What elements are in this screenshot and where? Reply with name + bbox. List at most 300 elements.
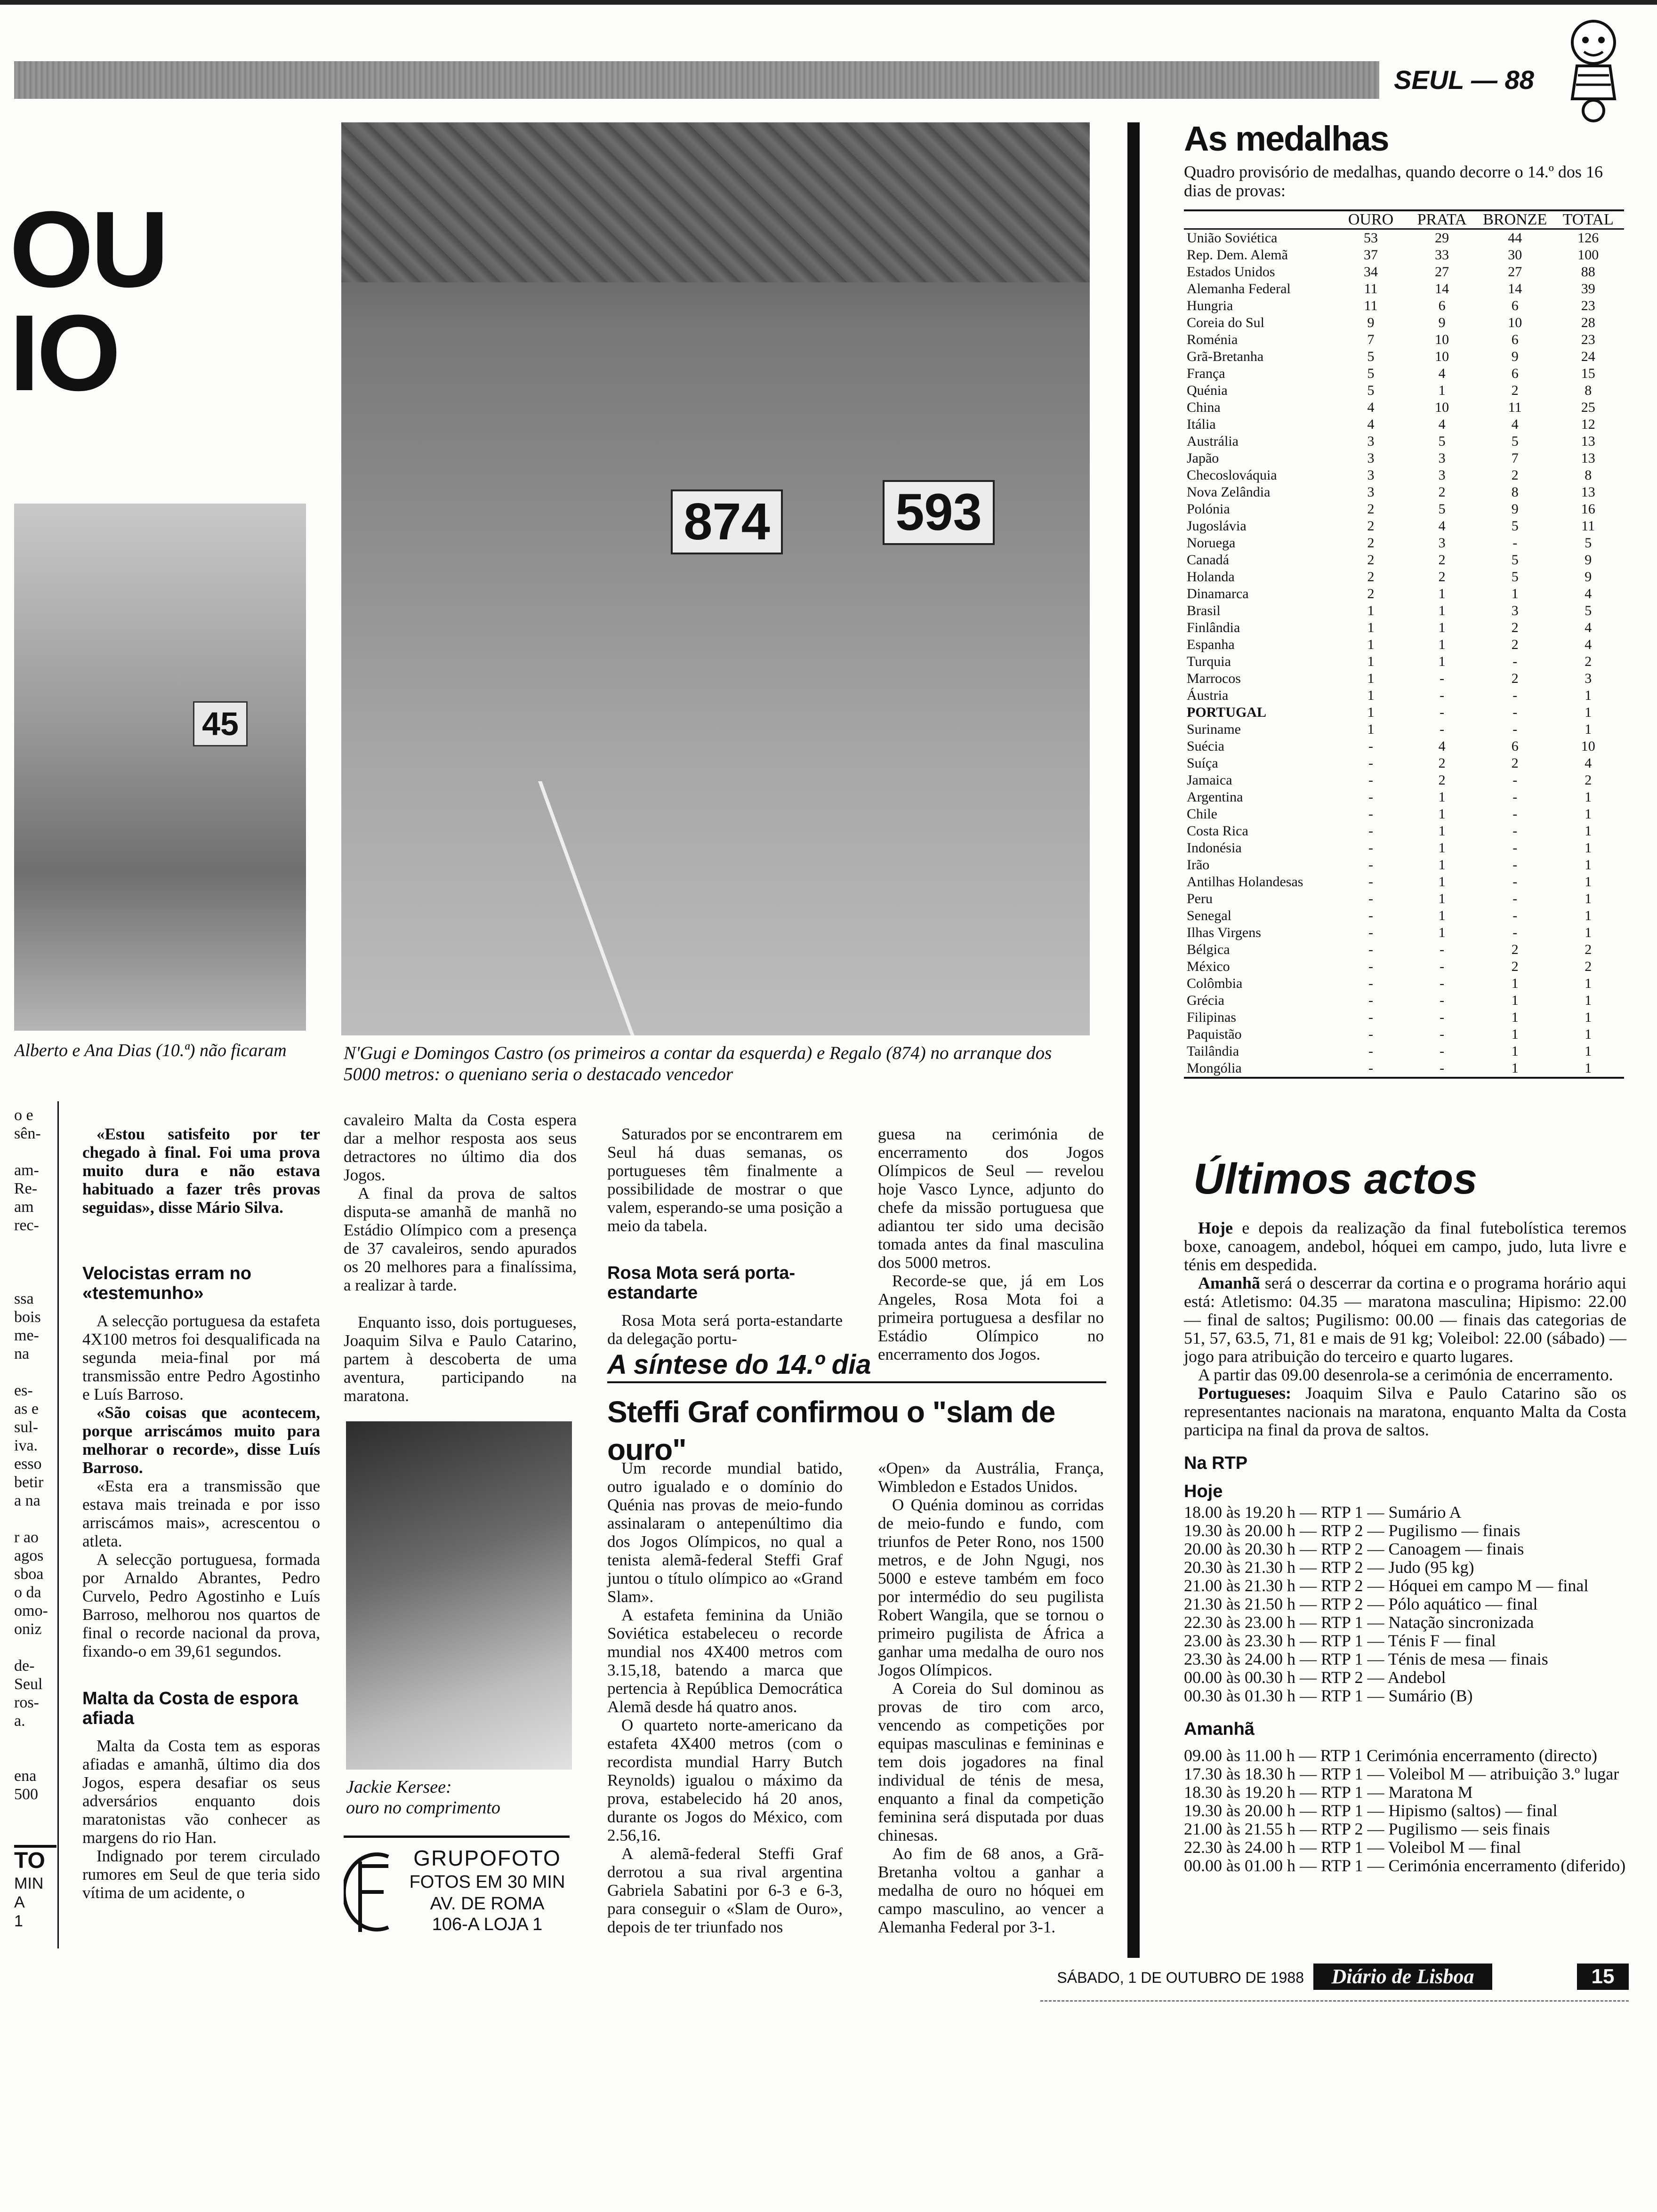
medal-count: 2: [1511, 942, 1519, 957]
medal-row: [1184, 958, 1624, 975]
paragraph: Ao fim de 68 anos, a Grã-Bretanha voltou a ganhar a medalha de ouro no hóquei em campo masculino, ao vencer a Alemanha Federal por 3-1.: [878, 1844, 1104, 1936]
schedule-item: 09.00 às 11.00 h — RTP 1 Cerimónia encerramento (directo): [1184, 1746, 1597, 1765]
medal-row: [1184, 229, 1624, 247]
medal-count: 1: [1511, 1026, 1519, 1042]
medal-count: 2: [1438, 552, 1446, 568]
medal-count: -: [1512, 908, 1518, 923]
medal-count: -: [1440, 721, 1445, 737]
medal-count: -: [1368, 738, 1374, 754]
medal-count: -: [1368, 959, 1374, 974]
medal-count: 44: [1508, 230, 1522, 246]
medal-count: 1: [1511, 1043, 1519, 1059]
medal-count: 4: [1511, 417, 1519, 432]
medal-count: 7: [1367, 332, 1375, 347]
medal-count: 1: [1585, 806, 1592, 822]
medal-count: 5: [1511, 552, 1519, 568]
clipped-line: am-: [14, 1162, 39, 1179]
medal-row: [1184, 433, 1624, 450]
medal-count: -: [1368, 942, 1374, 957]
country-name: Holanda: [1187, 569, 1235, 585]
medal-count: 1: [1511, 1060, 1519, 1076]
medal-count: 27: [1508, 264, 1522, 280]
medal-row: [1184, 874, 1624, 890]
medal-count: 6: [1511, 366, 1519, 381]
country-name: Grécia: [1187, 993, 1224, 1008]
country-name: Paquistão: [1187, 1026, 1242, 1042]
medal-row: [1184, 789, 1624, 806]
country-name: Suíça: [1187, 755, 1218, 771]
medal-row: [1184, 1043, 1624, 1060]
medal-count: 2: [1511, 671, 1519, 686]
medal-count: 1: [1438, 789, 1446, 805]
country-name: França: [1187, 366, 1225, 381]
medal-count: 5: [1511, 569, 1519, 585]
ad-fragment-line: MIN: [14, 1875, 44, 1892]
medal-count: 8: [1585, 383, 1592, 398]
country-name: Roménia: [1187, 332, 1238, 347]
medal-count: 23: [1581, 298, 1595, 313]
medal-count: 16: [1581, 501, 1595, 517]
paragraph: A estafeta feminina da União Soviética estabeleceu o recorde mundial nos 4X400 metros com 3.15,18, batendo a marca que pertencia à República Democrática Alemã desde há quatro anos.: [607, 1606, 843, 1716]
subhead-amanha: Amanhã: [1184, 1719, 1255, 1739]
country-name: Austrália: [1187, 433, 1239, 449]
medal-count: 25: [1581, 400, 1595, 415]
clipped-line: Re-: [14, 1180, 38, 1197]
medal-count: 13: [1581, 484, 1595, 500]
medal-count: -: [1368, 806, 1374, 822]
country-name: Itália: [1187, 417, 1216, 432]
medal-count: -: [1440, 942, 1445, 957]
medal-count: 5: [1585, 603, 1592, 618]
medal-count: -: [1512, 806, 1518, 822]
medal-count: 29: [1435, 230, 1449, 246]
medal-count: 23: [1581, 332, 1595, 347]
medal-count: 8: [1585, 467, 1592, 483]
country-name: Jugoslávia: [1187, 518, 1247, 534]
medal-count: 1: [1585, 721, 1592, 737]
medal-count: -: [1368, 840, 1374, 856]
clipped-line: [14, 1253, 56, 1271]
medal-count: -: [1368, 976, 1374, 991]
medal-count: 6: [1511, 738, 1519, 754]
sintese-column-2: [878, 1459, 1104, 1936]
country-name: Espanha: [1187, 637, 1235, 652]
medal-row: [1184, 1026, 1624, 1043]
schedule-item: 21.00 às 21.55 h — RTP 2 — Pugilismo — seis finais: [1184, 1819, 1550, 1838]
clipped-line: betir: [14, 1474, 44, 1491]
clipped-line: es-: [14, 1382, 33, 1399]
country-name: Checoslováquia: [1187, 467, 1277, 483]
sintese-headline: Steffi Graf confirmou o "slam de ouro": [607, 1395, 1055, 1467]
clipped-line: sboa: [14, 1565, 44, 1583]
clipped-line: agos: [14, 1547, 44, 1564]
country-name: Tailândia: [1187, 1043, 1239, 1059]
medal-count: 1: [1438, 806, 1446, 822]
clipped-line: rec-: [14, 1217, 39, 1234]
medal-row: [1184, 467, 1624, 484]
medal-count: 5: [1511, 518, 1519, 534]
medal-count: 33: [1435, 247, 1449, 263]
medal-count: 1: [1367, 721, 1375, 737]
medal-count: 3: [1367, 433, 1375, 449]
medal-count: 3: [1511, 603, 1519, 618]
medal-row: [1184, 552, 1624, 569]
medal-row: [1184, 704, 1624, 721]
medal-count: 2: [1438, 755, 1446, 771]
medal-count: -: [1512, 789, 1518, 805]
clipped-line: de-: [14, 1657, 35, 1675]
medal-row: [1184, 755, 1624, 772]
paragraph: será o descerrar da cortina e o programa horário aqui está: Atletismo: 04.35 — maratona masculina; Hipismo: 22.00 — final de saltos; Pugilismo: 00.00 — finais das categorias de 51, 57, 63.5, 71, 81 e mais de 91 kg; Voleibol: 22.00 (sábado) — jogo para atribuição do terceiro e quarto lugares.: [1184, 1274, 1626, 1366]
medal-count: 10: [1581, 738, 1595, 754]
country-name: Rep. Dem. Alemã: [1187, 247, 1288, 263]
medal-row: [1184, 585, 1624, 602]
medal-count: 1: [1367, 603, 1375, 618]
header-band: [14, 61, 1379, 99]
medal-row: [1184, 975, 1624, 992]
medal-count: 1: [1511, 1010, 1519, 1025]
medal-count: 28: [1581, 315, 1595, 330]
runner-bib: 874: [671, 489, 783, 554]
schedule-item: 17.30 às 18.30 h — RTP 1 — Voleibol M — atribuição 3.º lugar: [1184, 1764, 1619, 1783]
medal-count: 9: [1585, 552, 1592, 568]
medal-row: [1184, 636, 1624, 653]
article-column-1: [82, 1125, 320, 1902]
paragraph: e depois da realização da final futebolística teremos boxe, canoagem, andebol, hóquei em campo, judo, luta livre e ténis em despedida.: [1184, 1218, 1626, 1274]
medal-count: 4: [1438, 417, 1446, 432]
country-name: Chile: [1187, 806, 1217, 822]
country-name: Colômbia: [1187, 976, 1243, 991]
medal-count: 12: [1581, 417, 1595, 432]
medal-row: [1184, 619, 1624, 636]
footer-dotted-rule: [1040, 2000, 1629, 2002]
clipped-line: [14, 1730, 56, 1748]
medal-count: 3: [1367, 484, 1375, 500]
sintese-column-1: [607, 1459, 843, 1936]
subhead-rtp: Na RTP: [1184, 1453, 1248, 1473]
medal-count: 6: [1511, 332, 1519, 347]
clipped-line: oniz: [14, 1620, 42, 1638]
medals-header-row: [1184, 211, 1624, 229]
medal-count: 10: [1508, 315, 1522, 330]
medal-row: [1184, 907, 1624, 924]
paragraph: A selecção portuguesa, formada por Arnaldo Abrantes, Pedro Curvelo, Pedro Agostinho e Luís Barroso, melhorou nos quartos de final o recorde nacional da prova, fixando-o em 39,61 segundos.: [82, 1550, 320, 1660]
country-name: Filipinas: [1187, 1010, 1237, 1025]
medal-row: [1184, 721, 1624, 738]
medal-count: 4: [1585, 620, 1592, 635]
medal-row: [1184, 857, 1624, 874]
ad-fragment-line: TO: [14, 1848, 45, 1873]
medal-count: -: [1512, 874, 1518, 890]
medal-row: [1184, 924, 1624, 941]
col-header-silver: PRATA: [1417, 211, 1467, 228]
medal-count: 1: [1367, 705, 1375, 720]
medal-count: 1: [1585, 789, 1592, 805]
clipped-line: a na: [14, 1492, 40, 1509]
country-name: Suécia: [1187, 738, 1224, 754]
page-number: 15: [1577, 1964, 1629, 1990]
medal-count: 5: [1438, 501, 1446, 517]
medal-count: 1: [1438, 383, 1446, 398]
medal-count: 4: [1438, 738, 1446, 754]
medal-count: 11: [1364, 281, 1378, 297]
paragraph: Enquanto isso, dois portugueses, Joaquim Silva e Paulo Catarino, partem à descoberta de uma aventura, participando na maratona.: [344, 1313, 577, 1405]
medal-count: 9: [1511, 349, 1519, 364]
medal-count: 4: [1438, 366, 1446, 381]
medal-count: -: [1440, 688, 1445, 703]
medal-count: 1: [1367, 620, 1375, 635]
country-name: Peru: [1187, 891, 1213, 906]
kersee-caption: [346, 1777, 572, 1818]
medal-count: 1: [1367, 688, 1375, 703]
medal-row: [1184, 941, 1624, 958]
medal-count: 2: [1511, 467, 1519, 483]
paragraph: guesa na cerimónia de encerramento dos Jogos Olímpicos de Seul — revelou hoje Vasco Lynce, adjunto do chefe da missão portuguesa que adiantou ter sido uma decisão tomada antes da final masculina dos 5000 metros.: [878, 1125, 1104, 1272]
medal-row: [1184, 602, 1624, 619]
clipped-line: bois: [14, 1308, 41, 1326]
lead-portugueses: Portugueses:: [1198, 1384, 1291, 1403]
paragraph: Joaquim Silva e Paulo Catarino são os representantes nacionais na maratona, enquanto Malta da Costa participa na final da prova de saltos.: [1184, 1384, 1626, 1439]
medal-row: [1184, 399, 1624, 416]
subhead-hoje: Hoje: [1184, 1482, 1223, 1501]
country-name: Japão: [1187, 450, 1219, 466]
left-headline: [9, 189, 166, 413]
medal-count: 126: [1577, 230, 1599, 246]
country-name: Mongólia: [1187, 1060, 1242, 1076]
medal-count: 1: [1585, 823, 1592, 839]
grupofoto-name: GRUPOFOTO: [413, 1846, 561, 1870]
medal-count: 9: [1511, 501, 1519, 517]
schedule-item: 19.30 às 20.00 h — RTP 1 — Hipismo (saltos) — final: [1184, 1801, 1558, 1820]
medal-count: 2: [1585, 959, 1592, 974]
medal-count: 1: [1438, 823, 1446, 839]
medal-count: 34: [1364, 264, 1378, 280]
kersee-caption-text: ouro no comprimento: [346, 1798, 500, 1818]
medal-count: 2: [1511, 383, 1519, 398]
medal-count: 2: [1438, 772, 1446, 788]
clipped-line: [14, 1638, 56, 1657]
schedule-item: 20.30 às 21.30 h — RTP 2 — Judo (95 kg): [1184, 1558, 1474, 1577]
medal-count: 4: [1367, 417, 1375, 432]
medal-count: 14: [1435, 281, 1449, 297]
medal-count: 1: [1438, 637, 1446, 652]
left-ad-fragment: [14, 1845, 56, 1951]
medal-count: -: [1368, 1043, 1374, 1059]
headline-fragment-2: IO: [9, 292, 118, 413]
medal-row: [1184, 314, 1624, 331]
lead-hoje: Hoje: [1198, 1218, 1233, 1237]
medal-count: 1: [1511, 976, 1519, 991]
paragraph: A alemã-federal Steffi Graf derrotou a sua rival argentina Gabriela Sabatini por 6-3 e 6-3, para conseguir o «Slam de Ouro», depois de ter triunfado nos: [607, 1844, 843, 1936]
medal-count: 9: [1438, 315, 1446, 330]
medal-count: 11: [1364, 298, 1378, 313]
medal-row: [1184, 823, 1624, 840]
section-label: SEUL — 88: [1394, 65, 1534, 95]
article-column-4: [878, 1125, 1104, 1363]
medal-row: [1184, 840, 1624, 857]
clipped-line: o da: [14, 1584, 41, 1601]
medal-count: 2: [1438, 569, 1446, 585]
medal-row: [1184, 806, 1624, 823]
medal-row: [1184, 890, 1624, 907]
clipped-line: na: [14, 1345, 30, 1362]
medal-count: 1: [1585, 705, 1592, 720]
clipped-line: iva.: [14, 1437, 38, 1454]
medal-count: -: [1512, 535, 1518, 551]
medal-count: 5: [1511, 433, 1519, 449]
country-name: Grã-Bretanha: [1187, 349, 1264, 364]
medal-count: -: [1512, 857, 1518, 873]
medal-count: -: [1440, 976, 1445, 991]
medals-title: As medalhas: [1184, 119, 1389, 158]
country-name: Antilhas Holandesas: [1187, 874, 1303, 890]
medal-count: -: [1368, 755, 1374, 771]
medal-count: 1: [1438, 908, 1446, 923]
paragraph: «Open» da Austrália, França, Wimbledon e Estados Unidos.: [878, 1459, 1104, 1496]
clipped-line: sên-: [14, 1125, 41, 1142]
medal-count: 1: [1438, 874, 1446, 890]
schedule-item: 18.00 às 19.20 h — RTP 1 — Sumário A: [1184, 1503, 1462, 1522]
subhead-velocistas: Velocistas erram no «testemunho»: [82, 1264, 252, 1303]
medal-count: 5: [1367, 383, 1375, 398]
clipped-line: [14, 1510, 56, 1528]
headline-fragment-1: OU: [9, 189, 166, 310]
medal-count: 1: [1367, 654, 1375, 669]
stadium-crowd: [341, 122, 1090, 282]
schedule-item: 18.30 às 19.20 h — RTP 1 — Maratona M: [1184, 1783, 1473, 1802]
medal-count: -: [1440, 1026, 1445, 1042]
article-column-3: [607, 1125, 843, 1348]
medal-count: 11: [1581, 518, 1595, 534]
schedule-item: 00.30 às 01.30 h — RTP 1 — Sumário (B): [1184, 1686, 1473, 1705]
country-name: Dinamarca: [1187, 586, 1249, 601]
country-name: Finlândia: [1187, 620, 1240, 635]
track-lane-line: [538, 781, 638, 1035]
clipped-line: Seul: [14, 1675, 43, 1693]
medal-count: 14: [1508, 281, 1522, 297]
medal-count: 3: [1367, 467, 1375, 483]
clipped-line: sul-: [14, 1419, 38, 1436]
medal-count: -: [1512, 823, 1518, 839]
medals-intro: Quadro provisório de medalhas, quando decorre o 14.º dos 16 dias de provas:: [1184, 162, 1603, 200]
medal-row: [1184, 772, 1624, 789]
medal-count: -: [1440, 1060, 1445, 1076]
medal-count: -: [1512, 891, 1518, 906]
medal-row: [1184, 569, 1624, 585]
country-name: Quénia: [1187, 383, 1228, 398]
medal-count: 2: [1511, 959, 1519, 974]
medal-count: -: [1368, 772, 1374, 788]
medal-count: 10: [1435, 349, 1449, 364]
country-name: Indonésia: [1187, 840, 1242, 856]
medal-count: 2: [1511, 620, 1519, 635]
medal-row: [1184, 687, 1624, 704]
clipped-line: [14, 1363, 56, 1381]
medal-count: 6: [1511, 298, 1519, 313]
schedule-today: [1184, 1503, 1626, 1705]
country-name: Irão: [1187, 857, 1210, 873]
medal-row: [1184, 247, 1624, 264]
country-name: Marrocos: [1187, 671, 1241, 686]
country-name: Brasil: [1187, 603, 1221, 618]
paragraph: «Esta era a transmissão que estava mais treinada e por isso arriscámos mais», acrescentou o atleta.: [82, 1477, 320, 1550]
medal-count: -: [1440, 959, 1445, 974]
schedule-item: 23.00 às 23.30 h — RTP 1 — Ténis F — final: [1184, 1631, 1496, 1650]
article-column-2: [344, 1111, 577, 1405]
medal-row: [1184, 450, 1624, 467]
country-name: Hungria: [1187, 298, 1233, 313]
clipped-line: ena: [14, 1767, 37, 1785]
schedule-item: 00.00 às 01.00 h — RTP 1 — Cerimónia encerramento (diferido): [1184, 1856, 1626, 1875]
medal-count: 1: [1585, 688, 1592, 703]
medal-count: 2: [1367, 586, 1375, 601]
paragraph: A selecção portuguesa da estafeta 4X100 metros foi desqualificada na segunda meia-final por má transmissão entre Pedro Agostinho e Luís Barroso.: [82, 1312, 320, 1403]
medal-count: 1: [1438, 891, 1446, 906]
schedule-item: 21.30 às 21.50 h — RTP 2 — Pólo aquático — final: [1184, 1595, 1538, 1613]
medal-count: 5: [1367, 349, 1375, 364]
medal-row: [1184, 1009, 1624, 1026]
medal-count: 7: [1511, 450, 1519, 466]
medal-count: -: [1368, 1026, 1374, 1042]
clipped-line: am: [14, 1198, 34, 1216]
country-name: Jamaica: [1187, 772, 1232, 788]
kersee-photo: [346, 1421, 572, 1770]
medals-table-wrap: [1184, 209, 1624, 1079]
medal-count: -: [1440, 671, 1445, 686]
medal-count: 4: [1585, 637, 1592, 652]
medal-count: -: [1368, 857, 1374, 873]
medal-count: 13: [1581, 450, 1595, 466]
medal-count: 1: [1367, 637, 1375, 652]
medal-row: [1184, 382, 1624, 399]
country-name: Turquia: [1187, 654, 1231, 669]
medal-count: -: [1368, 874, 1374, 890]
medal-count: 1: [1585, 976, 1592, 991]
grupofoto-line: AV. DE ROMA: [430, 1894, 545, 1914]
medal-count: -: [1440, 1010, 1445, 1025]
medal-count: 1: [1511, 586, 1519, 601]
medal-count: -: [1368, 823, 1374, 839]
medal-count: 1: [1585, 1010, 1592, 1025]
paragraph: cavaleiro Malta da Costa espera dar a melhor resposta aos seus detractores no último dia dos Jogos.: [344, 1111, 577, 1184]
medal-count: 1: [1438, 654, 1446, 669]
medal-count: 5: [1438, 433, 1446, 449]
country-name: Nova Zelândia: [1187, 484, 1271, 500]
clipped-line: r ao: [14, 1529, 39, 1546]
medal-count: 1: [1585, 1060, 1592, 1076]
hodori-mascot-icon: [1549, 14, 1638, 122]
paragraph: Rosa Mota será porta-estandarte da delegação portu-: [607, 1311, 843, 1348]
country-name: Ilhas Virgens: [1187, 925, 1261, 940]
country-name: Áustria: [1187, 688, 1229, 703]
clipped-line: [14, 1143, 56, 1161]
medal-count: -: [1368, 789, 1374, 805]
country-name: Polónia: [1187, 501, 1230, 517]
medal-row: [1184, 365, 1624, 382]
medal-count: 39: [1581, 281, 1595, 297]
section-divider: [1127, 122, 1140, 1958]
col-header-total: TOTAL: [1562, 211, 1614, 228]
left-photo-caption: Alberto e Ana Dias (10.ª) não ficaram: [14, 1041, 287, 1060]
athlete-bib: 45: [193, 701, 248, 746]
runner-bib: 593: [883, 480, 995, 545]
medal-count: -: [1368, 993, 1374, 1008]
medal-count: 15: [1581, 366, 1595, 381]
medal-count: -: [1512, 654, 1518, 669]
medals-table: [1184, 211, 1624, 1077]
schedule-item: 20.00 às 20.30 h — RTP 2 — Canoagem — finais: [1184, 1539, 1524, 1558]
medal-count: 1: [1367, 671, 1375, 686]
